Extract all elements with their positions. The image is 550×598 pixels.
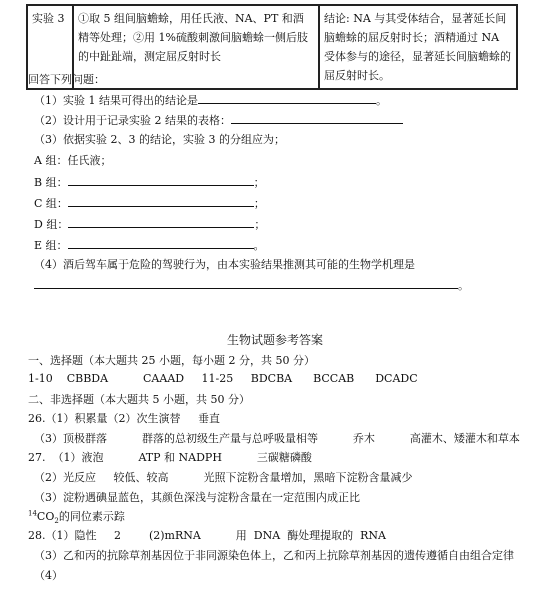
experiment-conclusion: 结论: NA 与其受体结合，显著延长间脑蟾蜍的屈反射时长；酒精通过 NA 受体参与的途径，显著延长间脑蟾蜍的屈反射时长。: [319, 5, 517, 89]
group-b: [34, 173, 265, 190]
co2-subscript: 2: [54, 517, 59, 526]
experiment-name: 实验 3: [27, 5, 73, 89]
answer-27-2: （2）光反应 较低、较高 光照下淀粉含量增加，黑暗下淀粉含量减少: [34, 471, 413, 484]
answer-blank[interactable]: [68, 236, 254, 249]
group-e-label: E 组：: [34, 239, 68, 252]
answer-26-3: （3）顶极群落 群落的总初级生产量与总呼吸量相等 乔木 高灌木、矮灌木和草本: [34, 432, 520, 445]
answer-26-1: 26.（1）积累量（2）次生演替 垂直: [28, 412, 220, 425]
question-1: [34, 91, 387, 108]
group-c: [34, 194, 265, 211]
section-1-answers: 1-10 CBBDA CAAAD 11-25 BDCBA BCCAB DCADC: [28, 372, 418, 385]
answer-blank[interactable]: [198, 91, 376, 104]
questions-intro: 回答下列问题：: [28, 73, 105, 86]
answer-blank[interactable]: [231, 111, 403, 124]
answer-blank[interactable]: [68, 215, 254, 228]
answer-28-1: 28.（1）隐性 2 (2)mRNA 用 DNA 酶处理提取的 RNA: [28, 529, 386, 542]
answer-27-3: （3）淀粉遇碘显蓝色，其颜色深浅与淀粉含量在一定范围内成正比: [34, 491, 360, 504]
isotope-superscript: 14: [28, 509, 37, 518]
answer-27-1: 27. （1）液泡 ATP 和 NADPH 三碳糖磷酸: [28, 451, 312, 464]
question-4-answer-line: [34, 276, 469, 293]
question-1-text: （1）实验 1 结果可得出的结论是: [34, 94, 198, 107]
answer-blank[interactable]: [34, 276, 458, 289]
answer-28-4: （4）: [34, 569, 63, 582]
section-2-heading: 二、非选择题（本大题共 5 小题，共 50 分）: [28, 393, 250, 406]
question-4: （4）酒后驾车属于危险的驾驶行为，由本实验结果推测其可能的生物学机理是: [34, 258, 415, 271]
group-d: [34, 215, 265, 232]
answer-28-3: （3）乙和丙的抗除草剂基因位于非同源染色体上，乙和丙上抗除草剂基因的遗传遵循自由组合定律: [34, 549, 514, 562]
answer-blank[interactable]: [68, 173, 254, 186]
group-c-semicolon: ；: [253, 197, 265, 210]
answers-title: 生物试题参考答案: [226, 333, 323, 347]
group-a: A 组：任氏液；: [34, 154, 112, 167]
answer-blank[interactable]: [68, 194, 254, 207]
experiment-procedure: ①取 5 组间脑蟾蜍，用任氏液、NA、PT 和酒精等处理；②用 1%硫酸刺激间脑蟾蜍一侧后肢的中趾趾端，测定屈反射时长: [73, 5, 319, 89]
question-4-period: 。: [458, 279, 469, 292]
question-2-text: （2）设计用于记录实验 2 结果的表格：: [34, 114, 231, 127]
group-d-semicolon: ；: [254, 218, 266, 231]
question-1-period: 。: [376, 94, 387, 107]
group-b-semicolon: ；: [253, 176, 265, 189]
section-1-heading: 一、选择题（本大题共 25 小题，每小题 2 分，共 50 分）: [28, 354, 315, 367]
group-e-period: 。: [253, 239, 265, 252]
group-e: [34, 236, 265, 253]
group-b-label: B 组：: [34, 176, 68, 189]
co2-formula: CO: [36, 510, 55, 523]
group-d-label: D 组：: [34, 218, 69, 231]
group-c-label: C 组：: [34, 197, 68, 210]
answer-27-4: [28, 508, 125, 525]
question-3: （3）依据实验 2、3 的结论，实验 3 的分组应为；: [34, 133, 285, 146]
answer-27-4-text: 的同位素示踪: [58, 510, 125, 523]
question-2: [34, 111, 403, 128]
